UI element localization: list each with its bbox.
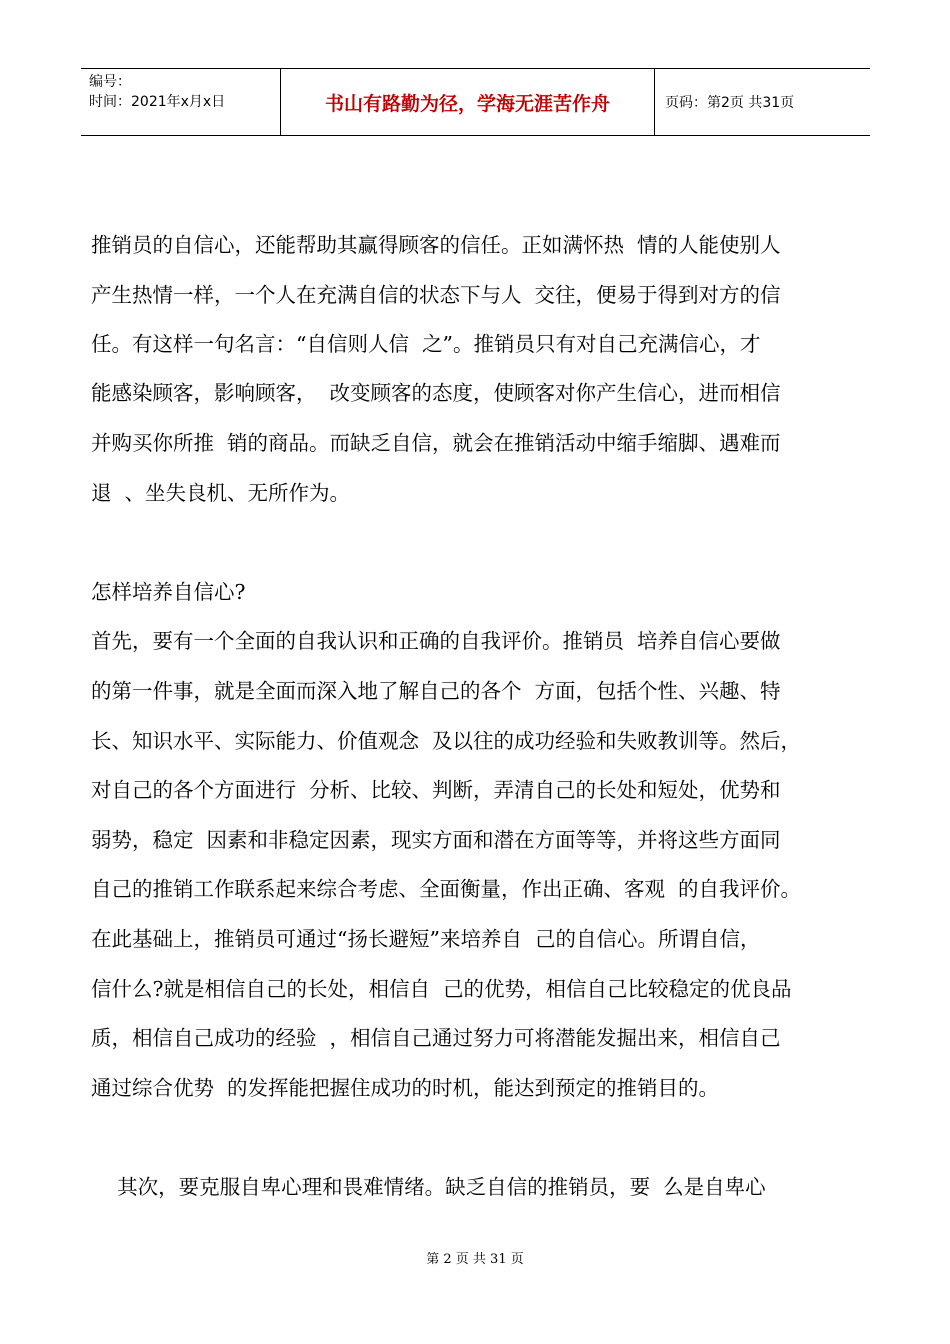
date-label: 时间：2021年x月x日 (89, 94, 226, 110)
body-line: 能感染顾客，影响顾客， 改变顾客的态度，使顾客对你产生信心，进而相信 (91, 381, 781, 405)
header-page-cell (655, 69, 870, 135)
body-line: 自己的推销工作联系起来综合考虑、全面衡量，作出正确、客观 的自我评价。 (91, 877, 802, 901)
body-line: 并购买你所推 销的商品。而缺乏自信，就会在推销活动中缩手缩脚、遇难而 (91, 431, 781, 455)
page-header (81, 68, 870, 136)
page-info: 页码：第2页 共31页 (665, 95, 795, 111)
body-line: 信什么?就是相信自己的长处，相信自 己的优势，相信自己比较稳定的优良品 (91, 977, 792, 1001)
body-line: 弱势，稳定 因素和非稳定因素，现实方面和潜在方面等等，并将这些方面同 (91, 828, 781, 852)
body-line: 首先，要有一个全面的自我认识和正确的自我评价。推销员 培养自信心要做 (91, 629, 781, 653)
body-line: 任。有这样一句名言：“自信则人信 之”。推销员只有对自己充满信心，才 (91, 332, 761, 356)
body-line: 退 、坐失良机、无所作为。 (91, 481, 351, 505)
body-line: 通过综合优势 的发挥能把握住成功的时机，能达到预定的推销目的。 (91, 1076, 720, 1100)
header-meta-cell (81, 69, 281, 135)
body-line: 质，相信自己成功的经验 ，相信自己通过努力可将潜能发掘出来，相信自己 (91, 1026, 781, 1050)
body-line: 的第一件事，就是全面而深入地了解自己的各个 方面，包括个性、兴趣、特 (91, 679, 781, 703)
header-motto-cell (281, 69, 655, 135)
body-line: 产生热情一样，一个人在充满自信的状态下与人 交往，便易于得到对方的信 (91, 283, 781, 307)
number-label: 编号： (89, 74, 131, 90)
body-line: 其次，要克服自卑心理和畏难情绪。缺乏自信的推销员，要 么是自卑心 (91, 1175, 766, 1199)
body-line: 对自己的各个方面进行 分析、比较、判断，弄清自己的长处和短处，优势和 (91, 778, 781, 802)
body-line: 长、知识水平、实际能力、价值观念 及以往的成功经验和失败教训等。然后， (91, 729, 802, 753)
body-line: 在此基础上，推销员可通过“扬长避短”来培养自 己的自信心。所谓自信， (91, 927, 761, 951)
section-heading: 怎样培养自信心? (91, 580, 246, 604)
motto-text: 书山有路勤为径，学海无涯苦作舟 (324, 92, 610, 115)
body-line: 推销员的自信心，还能帮助其赢得顾客的信任。正如满怀热 情的人能使别人 (91, 233, 781, 257)
page-footer: 第 2 页 共 31 页 (426, 1252, 524, 1267)
